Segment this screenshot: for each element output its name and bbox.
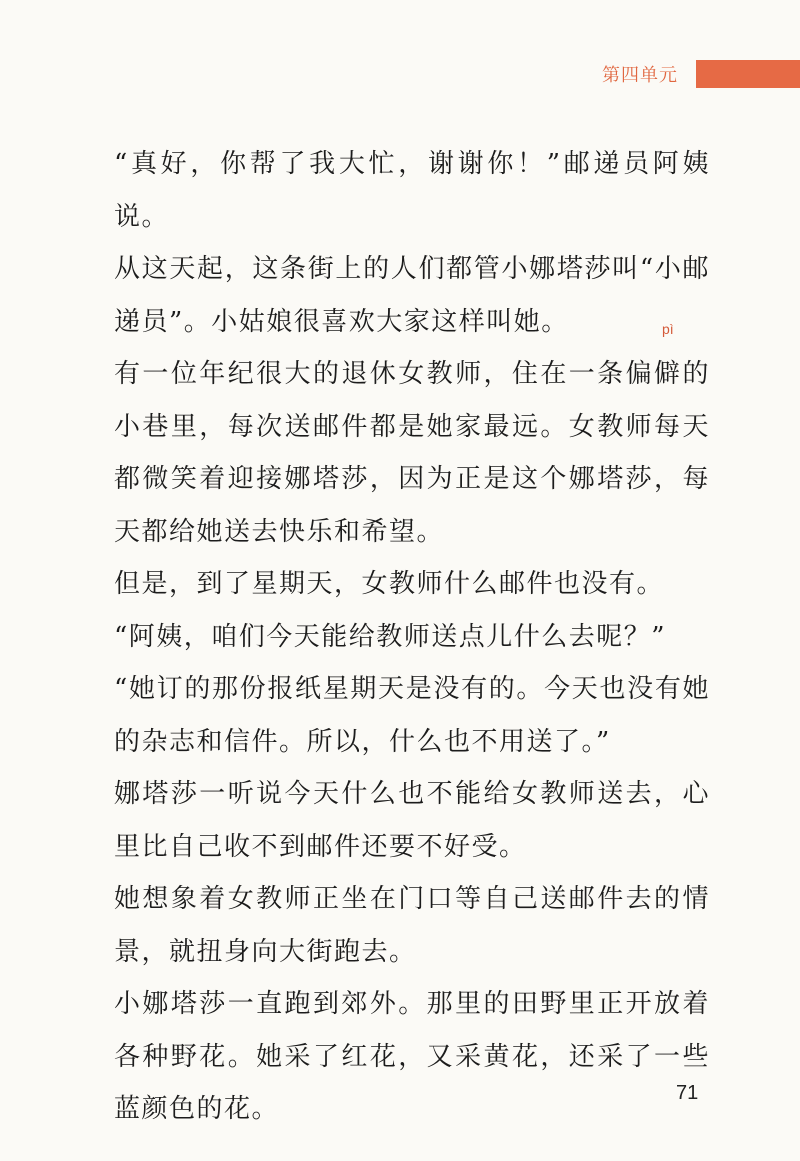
paragraph-9: 小娜塔莎一直跑到郊外。那里的田野里正开放着各种野花。她采了红花，又采黄花，还采了一些蓝颜色的花。: [114, 989, 710, 1124]
paragraph-2: 从这天起，这条街上的人们都管小娜塔莎叫“小邮递员”。小姑娘很喜欢大家这样叫她。: [114, 254, 710, 337]
paragraph-1: “真好，你帮了我大忙，谢谢你！”邮递员阿姨说。: [114, 149, 710, 232]
paragraph-6: “她订的那份报纸星期天是没有的。今天也没有她的杂志和信件。所以，什么也不用送了。”: [114, 674, 710, 757]
paragraph-3-part-2: 的小巷里，每次送邮件都是她家最远。女教师每天都微笑着迎接娜塔莎，因为正是这个娜塔莎，每天都给她送去快乐和希望。: [114, 359, 710, 547]
paragraph-5: “阿姨，咱们今天能给教师送点儿什么去呢？”: [114, 621, 667, 652]
page-number: 71: [676, 1082, 699, 1104]
annotated-char: 僻: [654, 359, 682, 389]
story-text: [62, 138, 710, 1136]
paragraph-4: 但是，到了星期天，女教师什么邮件也没有。: [114, 569, 665, 599]
paragraph-7: 娜塔莎一听说今天什么也不能给女教师送去，心里比自己收不到邮件还要不好受。: [114, 779, 710, 862]
unit-label: 第四单元: [602, 65, 678, 86]
paragraph-8: 她想象着女教师正坐在门口等自己送邮件去的情景，就扭身向大街跑去。: [114, 884, 710, 967]
unit-color-bar: [696, 60, 800, 88]
pinyin-annotated-char: [654, 321, 682, 401]
paragraph-3: [62, 321, 710, 558]
pinyin-annotation: pì: [661, 321, 674, 337]
paragraph-3-part-1: 有一位年纪很大的退休女教师，住在一条偏: [114, 359, 655, 389]
unit-header: [602, 58, 800, 90]
